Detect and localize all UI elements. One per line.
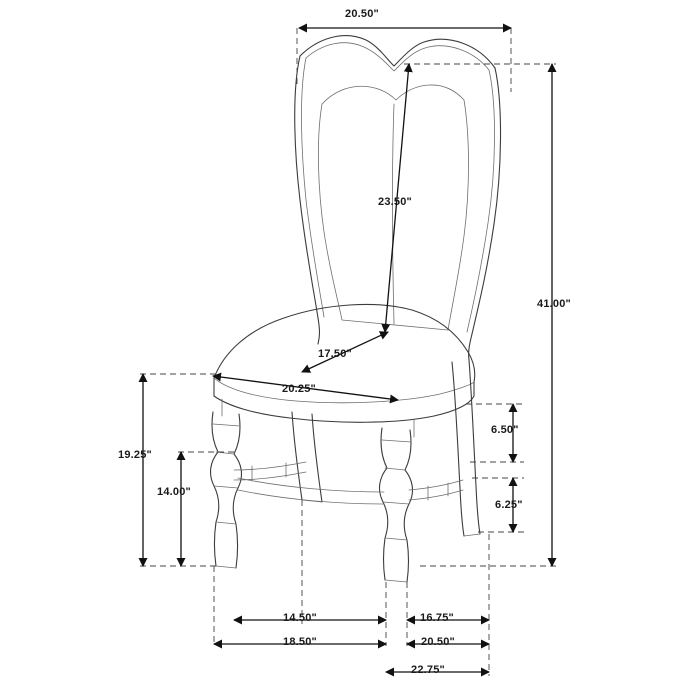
dimension-label-seat-height: 19.25" (118, 449, 152, 461)
dimension-label-seat-depth: 17.50" (318, 348, 352, 360)
dimension-label-back-width: 20.50" (345, 8, 379, 20)
dimension-label-stretcher-height: 14.00" (157, 486, 191, 498)
dimension-label-lower-rail: 6.25" (495, 499, 523, 511)
dimension-label-apron-depth: 6.50" (491, 424, 519, 436)
dimension-label-overall-depth: 22.75" (411, 664, 445, 676)
dimension-label-rear-offset: 16.75" (420, 612, 454, 624)
dimension-label-seat-width: 20.25" (282, 383, 316, 395)
dimension-label-base-depth: 20.50" (421, 636, 455, 648)
dimension-label-overall-height: 41.00" (537, 298, 571, 310)
dimension-label-base-width: 18.50" (283, 636, 317, 648)
dimension-label-front-leg-span: 14.50" (283, 612, 317, 624)
dimension-label-back-height: 23.50" (378, 196, 412, 208)
chair-illustration (211, 36, 501, 582)
